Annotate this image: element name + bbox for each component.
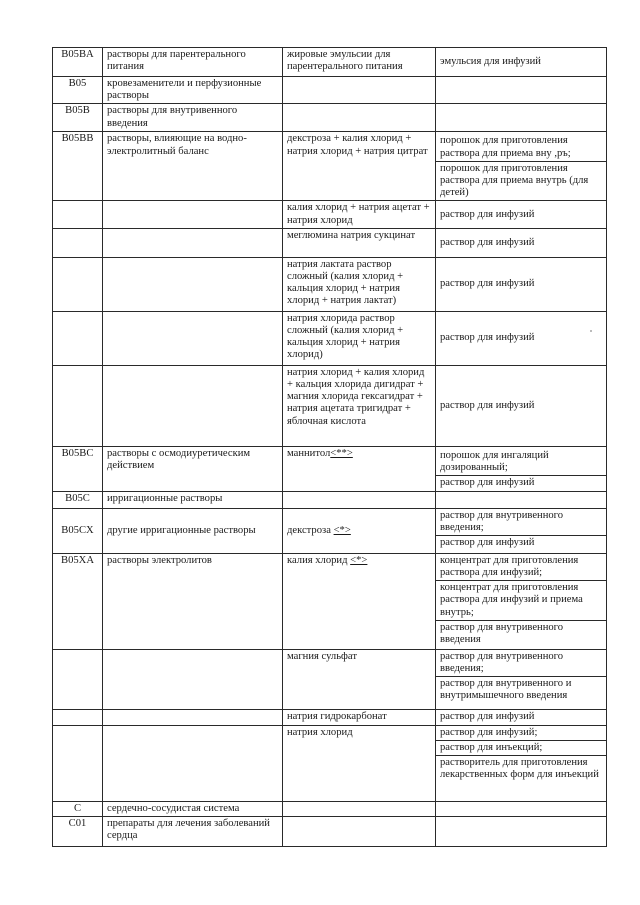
atc-code — [53, 365, 103, 446]
atc-code: B05XA — [53, 553, 103, 649]
drug-name — [283, 801, 436, 816]
footnote-link[interactable]: <**> — [330, 447, 353, 459]
atc-code: C01 — [53, 817, 103, 847]
table-row — [53, 77, 607, 104]
anatomical-group — [103, 311, 283, 365]
dosage-form: растворитель для приготовления лекарственных форм для инъекций — [436, 755, 606, 782]
anatomical-group — [103, 201, 283, 228]
table-row — [53, 104, 607, 132]
dosage-form: раствор для инфузий — [436, 311, 607, 365]
drug-name-text: маннитол — [287, 447, 331, 459]
table-row — [53, 725, 607, 801]
table-row — [53, 553, 607, 649]
drug-table-body — [53, 48, 607, 847]
atc-code — [53, 257, 103, 311]
atc-code: B05C — [53, 491, 103, 508]
drug-name-text: калия хлорид — [287, 554, 348, 566]
footnote-link[interactable]: <*> — [333, 524, 351, 536]
dosage-form — [436, 491, 607, 508]
anatomical-group — [103, 709, 283, 725]
dosage-form: раствор для инфузий — [436, 201, 607, 228]
dosage-form: концентрат для приготовления раствора для инфузий; — [440, 554, 579, 579]
anatomical-group: другие ирригационные растворы — [103, 508, 283, 553]
anatomical-group — [103, 649, 283, 709]
drug-name-text: декстроза — [287, 524, 331, 536]
table-row — [53, 446, 607, 491]
anatomical-group: растворы для парентерального питания — [103, 48, 283, 77]
dosage-form: раствор для внутривенного введения; — [440, 650, 564, 675]
drug-name: калия хлорид + натрия ацетат + натрия хлорид — [283, 201, 436, 228]
table-row — [53, 709, 607, 725]
drug-name — [283, 77, 436, 104]
table-row — [53, 257, 607, 311]
drug-name: декстроза + калия хлорид + натрия хлорид + натрия цитрат — [283, 132, 436, 201]
drug-name — [283, 446, 436, 491]
atc-code: B05CX — [53, 508, 103, 553]
dosage-form: эмульсия для инфузий — [436, 48, 607, 77]
dosage-form — [436, 801, 607, 816]
anatomical-group: ирригационные растворы — [103, 491, 283, 508]
anatomical-group: растворы, влияющие на водно-электролитный баланс — [103, 132, 283, 201]
drug-name — [283, 553, 436, 649]
atc-code: B05BC — [53, 446, 103, 491]
table-row — [53, 48, 607, 77]
drug-name: натрия хлорид + калия хлорид + кальция хлорида дигидрат + магния хлорида гексагидрат + натрия ацетата тригидрат + яблочная кислота — [283, 365, 436, 446]
atc-code: B05 — [53, 77, 103, 104]
dosage-form-list — [436, 132, 607, 201]
drug-name — [283, 491, 436, 508]
anatomical-group: растворы электролитов — [103, 553, 283, 649]
table-row — [53, 817, 607, 847]
atc-code: C — [53, 801, 103, 816]
drug-name — [283, 817, 436, 847]
dosage-form: раствор для внутривенного введения; — [440, 509, 564, 534]
drug-name: натрия хлорида раствор сложный (калия хлорид + кальция хлорид + натрия хлорид) — [283, 311, 436, 365]
scan-speck — [590, 330, 592, 332]
anatomical-group: препараты для лечения заболеваний сердца — [103, 817, 283, 847]
anatomical-group — [103, 228, 283, 257]
table-row — [53, 132, 607, 201]
dosage-form: порошок для приготовления раствора для приема внутрь (для детей) — [436, 161, 606, 201]
drug-name: натрия лактата раствор сложный (калия хлорид + кальция хлорид + натрия хлорид + натрия лактат) — [283, 257, 436, 311]
dosage-form: концентрат для приготовления раствора для инфузий и приема внутрь; — [436, 580, 606, 620]
atc-code — [53, 709, 103, 725]
dosage-form: раствор для инфузий — [436, 257, 607, 311]
dosage-form: раствор для инфузий — [436, 228, 607, 257]
dosage-form: раствор для инфузий — [436, 709, 607, 725]
dosage-form: раствор для инфузий — [436, 475, 606, 490]
table-row — [53, 508, 607, 553]
table-row — [53, 201, 607, 228]
atc-code — [53, 201, 103, 228]
anatomical-group: растворы с осмодиуретическим действием — [103, 446, 283, 491]
drug-name — [283, 508, 436, 553]
drug-table — [52, 47, 607, 847]
drug-name: натрия гидрокарбонат — [283, 709, 436, 725]
table-row — [53, 228, 607, 257]
table-row — [53, 365, 607, 446]
footnote-link[interactable]: <*> — [350, 554, 368, 566]
dosage-form: раствор для инъекций; — [436, 740, 606, 755]
anatomical-group — [103, 725, 283, 801]
dosage-form-list — [436, 553, 607, 649]
table-row — [53, 311, 607, 365]
atc-code: B05BA — [53, 48, 103, 77]
anatomical-group — [103, 365, 283, 446]
drug-list-page — [52, 47, 606, 847]
anatomical-group: растворы для внутривенного введения — [103, 104, 283, 132]
drug-name: магния сульфат — [283, 649, 436, 709]
table-row — [53, 801, 607, 816]
dosage-form: раствор для инфузий; — [440, 726, 538, 738]
atc-code: B05B — [53, 104, 103, 132]
dosage-form — [436, 77, 607, 104]
atc-code — [53, 228, 103, 257]
table-row — [53, 491, 607, 508]
dosage-form-list — [436, 508, 607, 553]
dosage-form: порошок для ингаляций дозированный; — [440, 449, 549, 474]
atc-code — [53, 649, 103, 709]
dosage-form: раствор для инфузий — [436, 365, 607, 446]
dosage-form-list — [436, 446, 607, 491]
drug-name: жировые эмульсии для парентерального питания — [283, 48, 436, 77]
dosage-form — [436, 104, 607, 132]
anatomical-group: кровезаменители и перфузионные растворы — [103, 77, 283, 104]
dosage-form — [436, 817, 607, 847]
drug-name: меглюмина натрия сукцинат — [283, 228, 436, 257]
dosage-form-list — [436, 649, 607, 709]
dosage-form: раствор для внутривенного введения — [436, 620, 606, 647]
dosage-form: порошок для приготовления раствора для приема вну ,ръ; — [440, 135, 571, 159]
drug-name — [283, 104, 436, 132]
atc-code — [53, 725, 103, 801]
atc-code: B05BB — [53, 132, 103, 201]
dosage-form-list — [436, 725, 607, 801]
atc-code — [53, 311, 103, 365]
anatomical-group: сердечно-сосудистая система — [103, 801, 283, 816]
anatomical-group — [103, 257, 283, 311]
dosage-form: раствор для внутривенного и внутримышечного введения — [436, 676, 606, 703]
dosage-form: раствор для инфузий — [436, 535, 606, 550]
drug-name: натрия хлорид — [283, 725, 436, 801]
table-row — [53, 649, 607, 709]
